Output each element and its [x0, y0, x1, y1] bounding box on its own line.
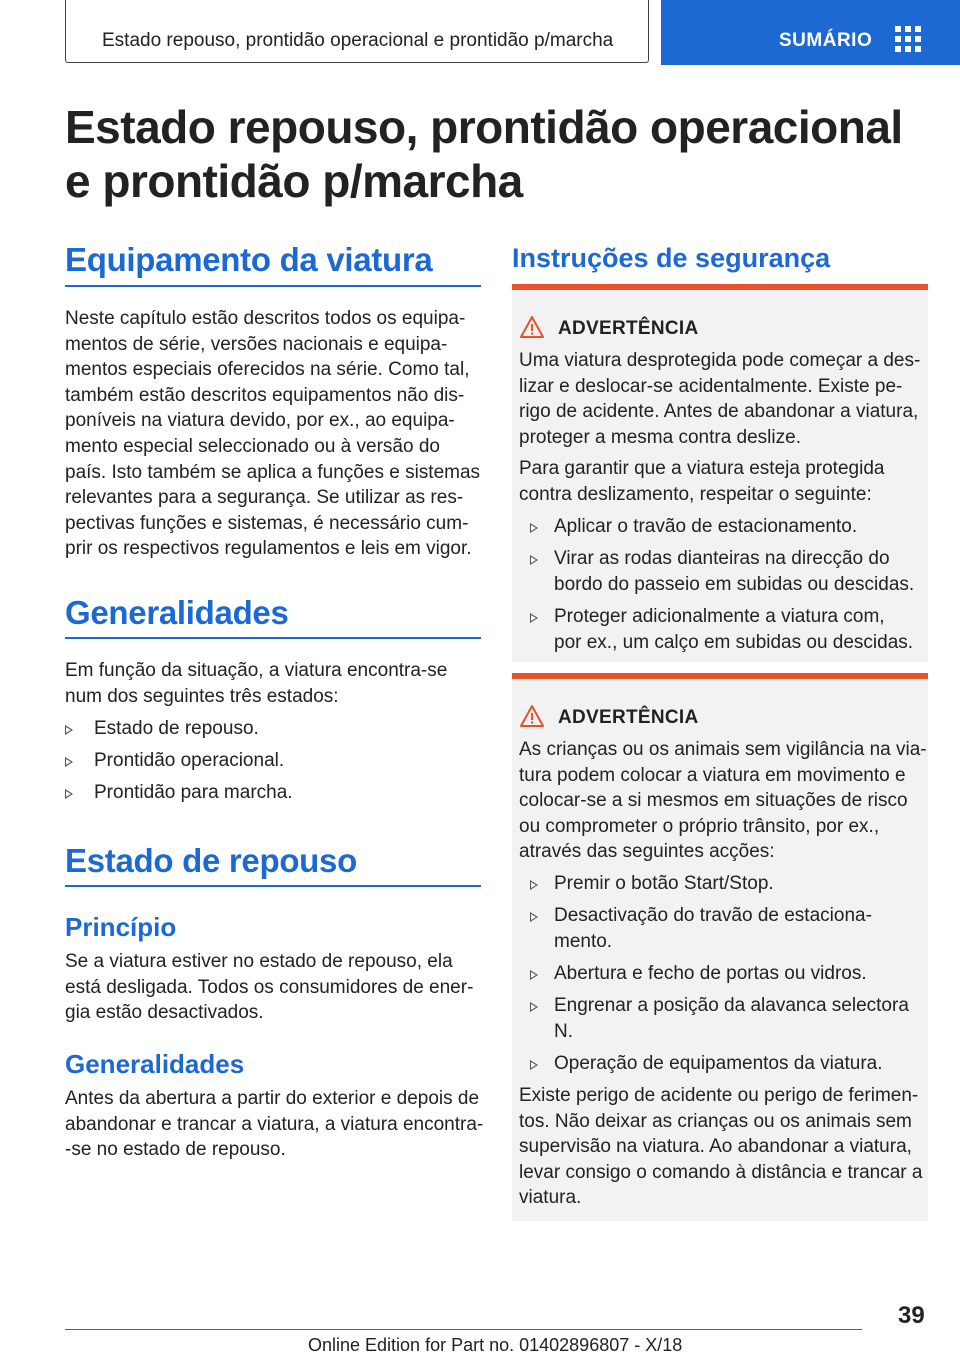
text-line: contra deslizamento, respeitar o seguinte: [519, 483, 872, 505]
list-item [530, 514, 925, 540]
bullet-triangle-icon [530, 523, 538, 533]
list-item [65, 716, 465, 742]
heading-rule [65, 637, 481, 639]
footer-rule [65, 1329, 862, 1330]
bullet-triangle-icon [65, 757, 73, 767]
text-line: -se no estado de repouso. [65, 1139, 286, 1161]
section-tab[interactable] [65, 0, 649, 63]
list-item-text: Desactivação do travão de estaciona- [554, 905, 872, 926]
heading-safety: Instruções de segurança [512, 243, 831, 273]
text-line: Uma viatura desprotegida pode começar a des- [519, 350, 921, 371]
text-line: relevantes para a segurança. Se utilizar as res- [65, 487, 464, 509]
bullet-triangle-icon [530, 555, 538, 565]
bullet-triangle-icon [530, 880, 538, 890]
warning-triangle-icon [520, 705, 544, 727]
text-line: mentos especiais oferecidos na série. Como tal, [65, 359, 470, 381]
warning-label: ADVERTÊNCIA [558, 318, 699, 339]
list-item [65, 748, 465, 774]
text-line: está desligada. Todos os consumidores de ener- [65, 976, 474, 998]
generalities-text [65, 658, 485, 709]
list-item [530, 604, 925, 655]
list-item-text: Virar as rodas dianteiras na direcção do [554, 548, 890, 569]
bullet-triangle-icon [530, 613, 538, 623]
warning-text [519, 1083, 929, 1211]
text-line: tura podem colocar a viatura em movimento e [519, 764, 906, 786]
list-item-text: por ex., um calço em subidas ou descidas. [554, 631, 914, 653]
summary-button[interactable] [661, 0, 960, 65]
summary-label: SUMÁRIO [779, 30, 873, 51]
list-item [530, 1051, 925, 1077]
text-line: levar consigo o comando à distância e trancar a [519, 1161, 923, 1183]
footer-edition: Online Edition for Part no. 01402896807 - X/18 [308, 1335, 683, 1355]
generalities-2-text [65, 1086, 485, 1163]
list-item-text: Estado de repouso. [94, 718, 259, 739]
list-item [530, 871, 925, 897]
bullet-triangle-icon [530, 912, 538, 922]
warning-label: ADVERTÊNCIA [558, 707, 699, 728]
section-tab-label: Estado repouso, prontidão operacional e prontidão p/marcha [102, 30, 614, 51]
text-line: mentos de série, versões nacionais e equipa- [65, 333, 448, 355]
list-item-text: Engrenar a posição da alavanca selectora [554, 995, 909, 1016]
list-item-text: Aplicar o travão de estacionamento. [554, 516, 858, 537]
text-line: Neste capítulo estão descritos todos os equipa- [65, 308, 466, 329]
text-line: também estão descritos equipamentos não dis- [65, 384, 465, 406]
bullet-triangle-icon [65, 725, 73, 735]
page-title: Estado repouso, prontidão operacional e prontidão p/marcha [65, 101, 903, 207]
text-line: Existe perigo de acidente ou perigo de ferimen- [519, 1085, 919, 1106]
bullet-triangle-icon [530, 1060, 538, 1070]
text-line: As crianças ou os animais sem vigilância na via- [519, 739, 927, 760]
text-line: tos. Não deixar as crianças ou os animais sem [519, 1110, 912, 1132]
list-item-text: Prontidão operacional. [94, 750, 285, 771]
bullet-triangle-icon [65, 789, 73, 799]
text-line: rigo de acidente. Antes de abandonar a viatura, [519, 401, 919, 423]
bullet-triangle-icon [530, 970, 538, 980]
list-item-text: Prontidão para marcha. [94, 782, 293, 803]
top-bar [0, 0, 960, 66]
heading-rule [65, 285, 481, 287]
grid-icon [895, 26, 921, 52]
heading-generalities-2: Generalidades [65, 1049, 245, 1079]
warning-box [512, 673, 928, 1221]
text-line: gia estão desactivados. [65, 1002, 264, 1024]
text-line: supervisão na viatura. Ao abandonar a viatura, [519, 1136, 912, 1158]
list-item-text: Operação de equipamentos da viatura. [554, 1053, 883, 1074]
list-item [530, 903, 925, 954]
bullet-triangle-icon [530, 1002, 538, 1012]
list-item-text: mento. [554, 930, 613, 952]
text-line: prir os respectivos regulamentos e leis em vigor. [65, 538, 472, 560]
text-line: ou comprometer o próprio trânsito, por ex., [519, 815, 880, 837]
warning-text [519, 348, 929, 450]
list-item-text: bordo do passeio em subidas ou descidas. [554, 573, 915, 595]
list-item-text: Premir o botão Start/Stop. [554, 873, 774, 894]
text-line: lizar e deslocar-se acidentalmente. Existe pe- [519, 375, 903, 397]
list-item [65, 780, 465, 806]
text-line: abandonar e trancar a viatura, a viatura encontra- [65, 1113, 484, 1135]
warning-text [519, 737, 929, 865]
text-line: mento especial seleccionado ou à versão do [65, 435, 440, 457]
list-item-text: Abertura e fecho de portas ou vidros. [554, 963, 867, 984]
heading-rule [65, 885, 481, 887]
equipment-text [65, 306, 485, 562]
list-item [530, 961, 925, 987]
warning-text [519, 456, 929, 507]
text-line: através das seguintes acções: [519, 841, 775, 863]
text-line: colocar-se a si mesmos em situações de risco [519, 790, 908, 812]
text-line: num dos seguintes três estados: [65, 685, 339, 707]
text-line: Em função da situação, a viatura encontra-se [65, 660, 448, 681]
text-line: Antes da abertura a partir do exterior e depois de [65, 1088, 480, 1109]
warning-box [512, 284, 928, 662]
text-line: país. Isto também se aplica a funções e sistemas [65, 461, 481, 483]
heading-rest-state: Estado de repouso [65, 842, 357, 879]
principle-text [65, 949, 485, 1026]
heading-generalities: Generalidades [65, 594, 289, 631]
list-item [530, 546, 925, 597]
text-line: Para garantir que a viatura esteja protegida [519, 458, 885, 479]
heading-equipment: Equipamento da viatura [65, 241, 433, 278]
list-item-text: N. [554, 1020, 573, 1042]
text-line: poníveis na viatura devido, por ex., ao equipa- [65, 410, 455, 432]
text-line: pectivas funções e sistemas, é necessário cum- [65, 512, 469, 534]
list-item [530, 993, 925, 1044]
warning-triangle-icon [520, 316, 544, 338]
text-line: proteger a mesma contra deslize. [519, 426, 801, 448]
heading-principle: Princípio [65, 912, 177, 942]
text-line: viatura. [519, 1187, 582, 1209]
list-item-text: Proteger adicionalmente a viatura com, [554, 606, 885, 627]
page-number: 39 [898, 1302, 925, 1329]
text-line: Se a viatura estiver no estado de repouso, ela [65, 951, 453, 972]
